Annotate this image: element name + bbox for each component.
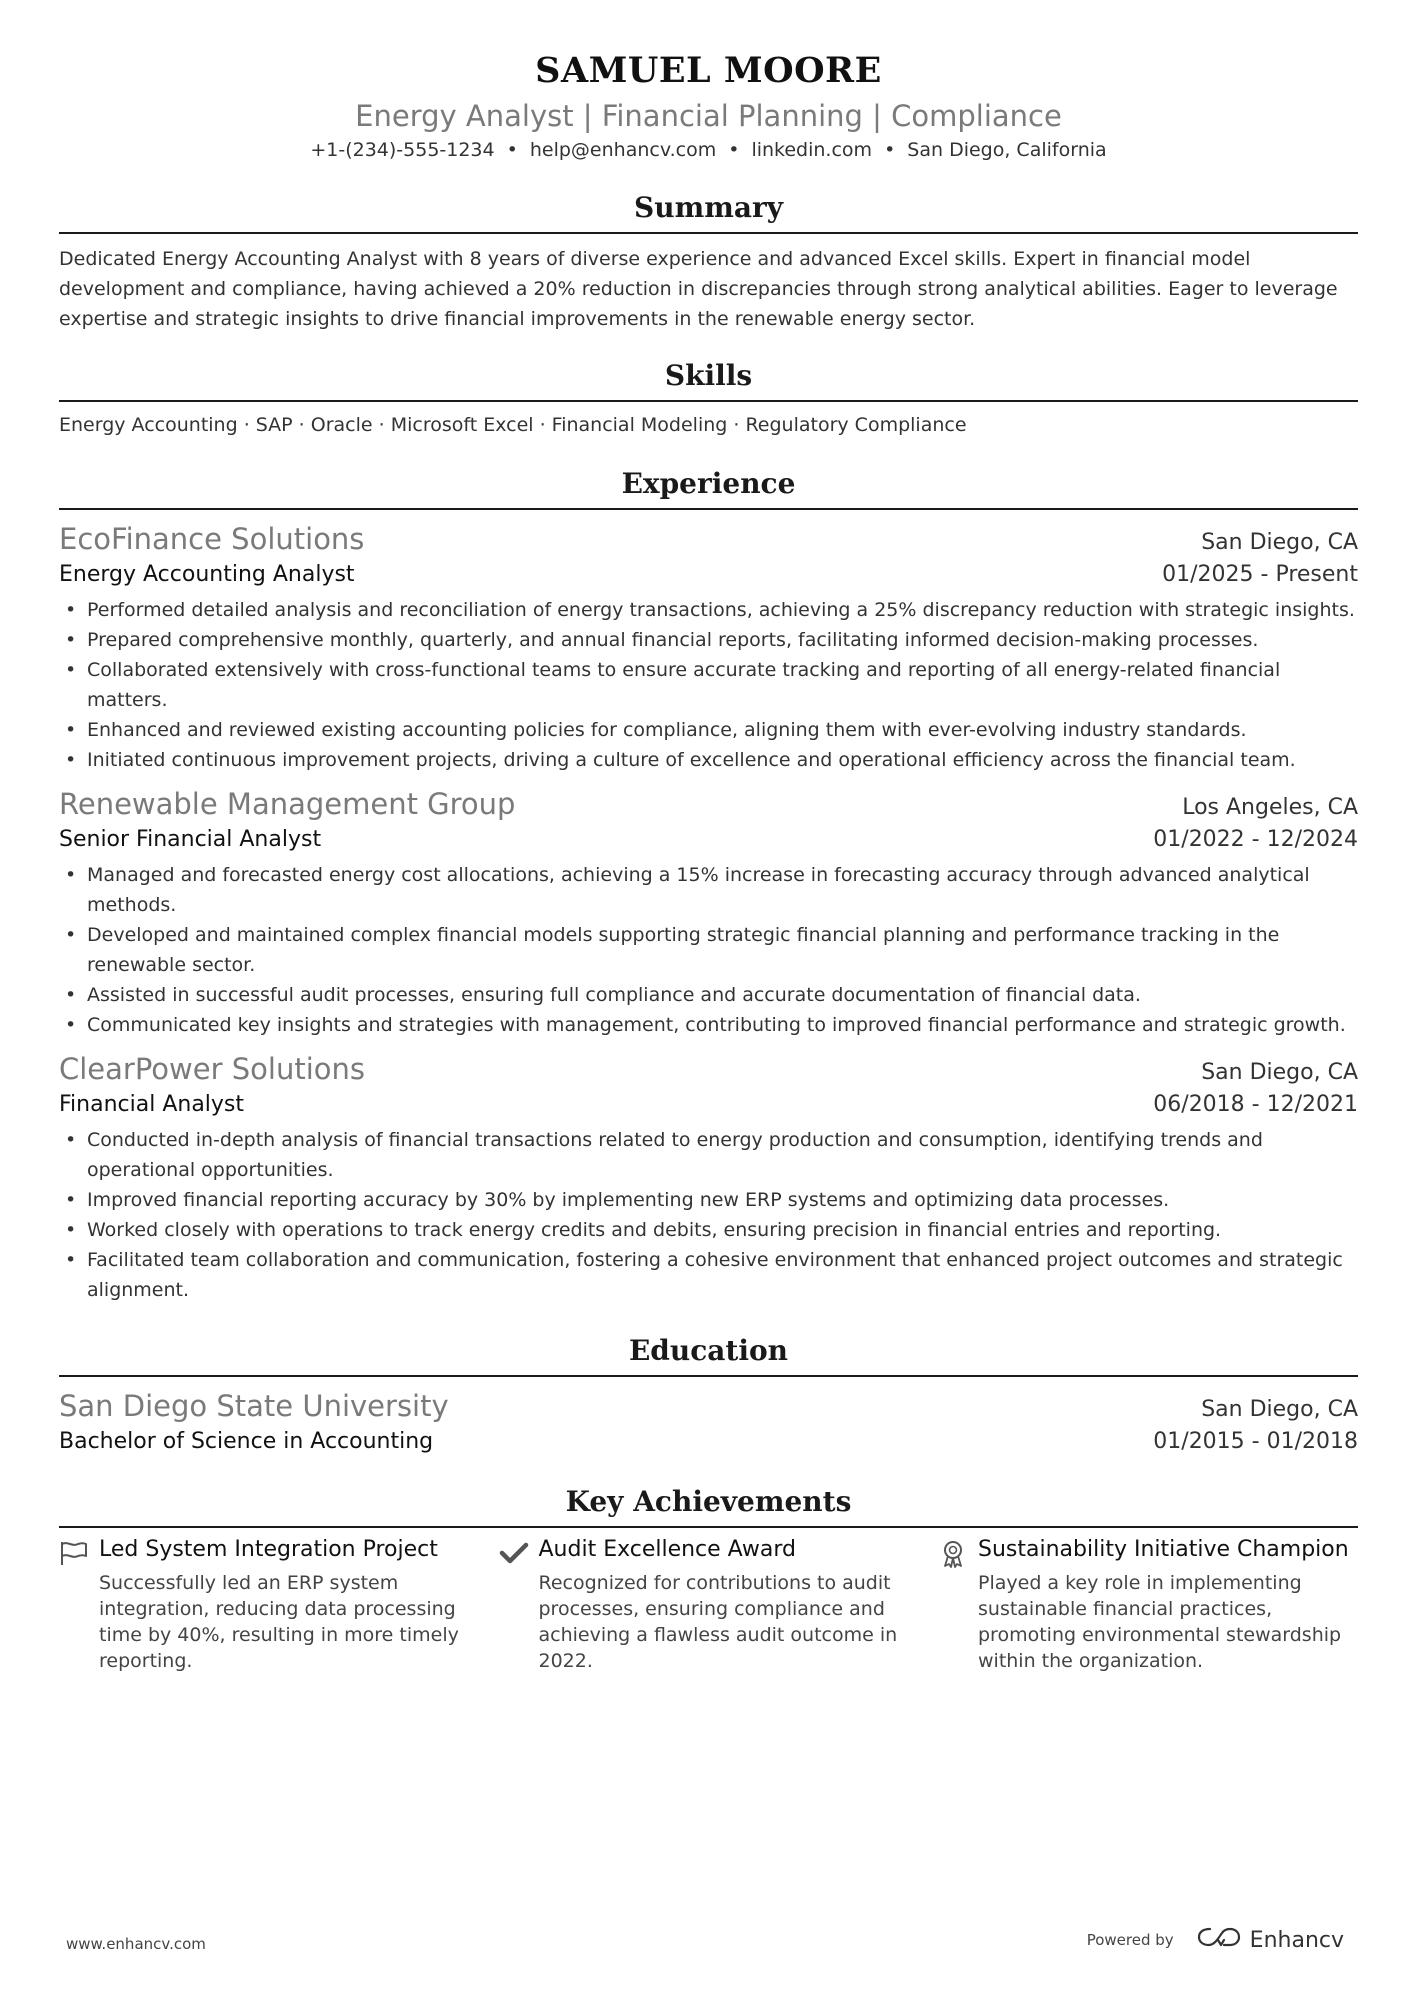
skills-heading: Skills [664, 359, 753, 392]
contact-location: San Diego, California [907, 139, 1107, 161]
skills-section [59, 356, 1358, 440]
achievement-description: Played a key role in implementing sustainable financial practices, promoting environmental stewardship within the organization. [978, 1572, 1342, 1672]
education-dates: 01/2015 - 01/2018 [1153, 1429, 1358, 1454]
job-dates: 01/2025 - Present [1162, 562, 1358, 587]
enhancv-brand[interactable] [1196, 1925, 1344, 1955]
job-bullet: • Facilitated team collaboration and communication, fostering a cohesive environment that enhanced project outcomes and strategic alignment. [59, 1245, 1358, 1305]
job-title: Senior Financial Analyst [59, 827, 322, 852]
job-bullet: • Collaborated extensively with cross-functional teams to ensure accurate tracking and reporting of all energy-related financial matters. [59, 655, 1358, 715]
job-bullets [59, 860, 1358, 1040]
achievement-item [938, 1536, 1358, 1674]
achievements-section [59, 1482, 1358, 1674]
job-bullet: • Improved financial reporting accuracy by 30% by implementing new ERP systems and optimizing data processes. [59, 1185, 1358, 1215]
footer-branding [1087, 1925, 1344, 1955]
job-bullet: • Enhanced and reviewed existing accounting policies for compliance, aligning them with ever-evolving industry standards. [59, 715, 1358, 745]
school-name: San Diego State University [59, 1389, 449, 1423]
contact-email[interactable]: help@enhancv.com [529, 139, 717, 161]
skills-list: Energy Accounting · SAP · Oracle · Microsoft Excel · Financial Modeling · Regulatory Compliance [59, 414, 967, 436]
award-ribbon-icon [938, 1536, 978, 1674]
section-divider [59, 1526, 1358, 1528]
experience-entry [59, 785, 1358, 1040]
education-entry [59, 1387, 1358, 1458]
job-bullet: • Communicated key insights and strategies with management, contributing to improved financial performance and strategic growth. [59, 1010, 1358, 1040]
experience-entry [59, 520, 1358, 775]
job-location: San Diego, CA [1201, 530, 1358, 555]
job-location: San Diego, CA [1201, 1060, 1358, 1085]
education-heading: Education [628, 1334, 789, 1367]
section-divider [59, 232, 1358, 234]
resume-content [59, 48, 1358, 1674]
achievement-description: Successfully led an ERP system integration, reducing data processing time by 40%, resulting in more timely reporting. [99, 1572, 459, 1672]
candidate-headline: Energy Analyst | Financial Planning | Compliance [355, 99, 1062, 133]
job-bullet: • Prepared comprehensive monthly, quarterly, and annual financial reports, facilitating informed decision-making processes. [59, 625, 1358, 655]
achievements-grid [59, 1536, 1358, 1674]
achievement-title: Led System Integration Project [99, 1537, 438, 1562]
job-dates: 06/2018 - 12/2021 [1153, 1092, 1358, 1117]
job-bullet: • Developed and maintained complex financial models supporting strategic financial planning and performance tracking in the renewable sector. [59, 920, 1358, 980]
summary-heading: Summary [634, 191, 783, 224]
achievements-heading: Key Achievements [565, 1485, 852, 1518]
contact-separator: • [728, 139, 740, 161]
contact-separator: • [506, 139, 518, 161]
achievement-item [59, 1536, 479, 1674]
section-divider [59, 400, 1358, 402]
school-location: San Diego, CA [1201, 1397, 1358, 1422]
degree: Bachelor of Science in Accounting [59, 1429, 434, 1454]
experience-entry [59, 1050, 1358, 1305]
enhancv-logo-icon [1196, 1925, 1242, 1955]
section-divider [59, 508, 1358, 510]
job-bullet: • Managed and forecasted energy cost allocations, achieving a 15% increase in forecasting accuracy through advanced analytical methods. [59, 860, 1358, 920]
summary-section [59, 188, 1358, 334]
company-name: Renewable Management Group [59, 787, 516, 821]
job-bullet: • Conducted in-depth analysis of financial transactions related to energy production and consumption, identifying trends and operational opportunities. [59, 1125, 1358, 1185]
achievement-description: Recognized for contributions to audit processes, ensuring compliance and achieving a flawless audit outcome in 2022. [538, 1572, 898, 1672]
experience-heading: Experience [621, 467, 796, 500]
job-bullet: • Assisted in successful audit processes, ensuring full compliance and accurate documentation of financial data. [59, 980, 1358, 1010]
summary-text: Dedicated Energy Accounting Analyst with 8 years of diverse experience and advanced Excel skills. Expert in financial model development and compliance, having achieved a 20% reduction in discrepancies through strong analytical abilities. Eager to leverage expertise and strategic insights to drive financial improvements in the renewable energy sector. [59, 248, 1338, 330]
job-bullet: • Initiated continuous improvement projects, driving a culture of excellence and operational efficiency across the financial team. [59, 745, 1358, 775]
job-bullet: • Performed detailed analysis and reconciliation of energy transactions, achieving a 25% discrepancy reduction with strategic insights. [59, 595, 1358, 625]
achievement-title: Audit Excellence Award [538, 1537, 796, 1562]
enhancv-wordmark: Enhancv [1249, 1927, 1344, 1953]
job-dates: 01/2022 - 12/2024 [1153, 827, 1358, 852]
checkmark-icon [499, 1536, 539, 1674]
contact-line [59, 136, 1358, 164]
job-bullets [59, 1125, 1358, 1305]
flag-icon [59, 1536, 99, 1674]
job-title: Energy Accounting Analyst [59, 562, 355, 587]
company-name: ClearPower Solutions [59, 1052, 365, 1086]
contact-separator: • [884, 139, 896, 161]
education-section [59, 1331, 1358, 1458]
company-name: EcoFinance Solutions [59, 522, 365, 556]
achievement-item [499, 1536, 919, 1674]
contact-linkedin[interactable]: linkedin.com [751, 139, 873, 161]
footer-website[interactable]: www.enhancv.com [66, 1935, 206, 1953]
contact-phone: +1-(234)-555-1234 [310, 139, 495, 161]
job-location: Los Angeles, CA [1182, 795, 1358, 820]
job-bullets [59, 595, 1358, 775]
powered-by-label: Powered by [1086, 1931, 1174, 1949]
candidate-name: SAMUEL MOORE [535, 50, 882, 91]
experience-section [59, 464, 1358, 1305]
job-bullet: • Worked closely with operations to track energy credits and debits, ensuring precision in financial entries and reporting. [59, 1215, 1358, 1245]
job-title: Financial Analyst [59, 1092, 245, 1117]
achievement-title: Sustainability Initiative Champion [978, 1537, 1349, 1562]
section-divider [59, 1375, 1358, 1377]
